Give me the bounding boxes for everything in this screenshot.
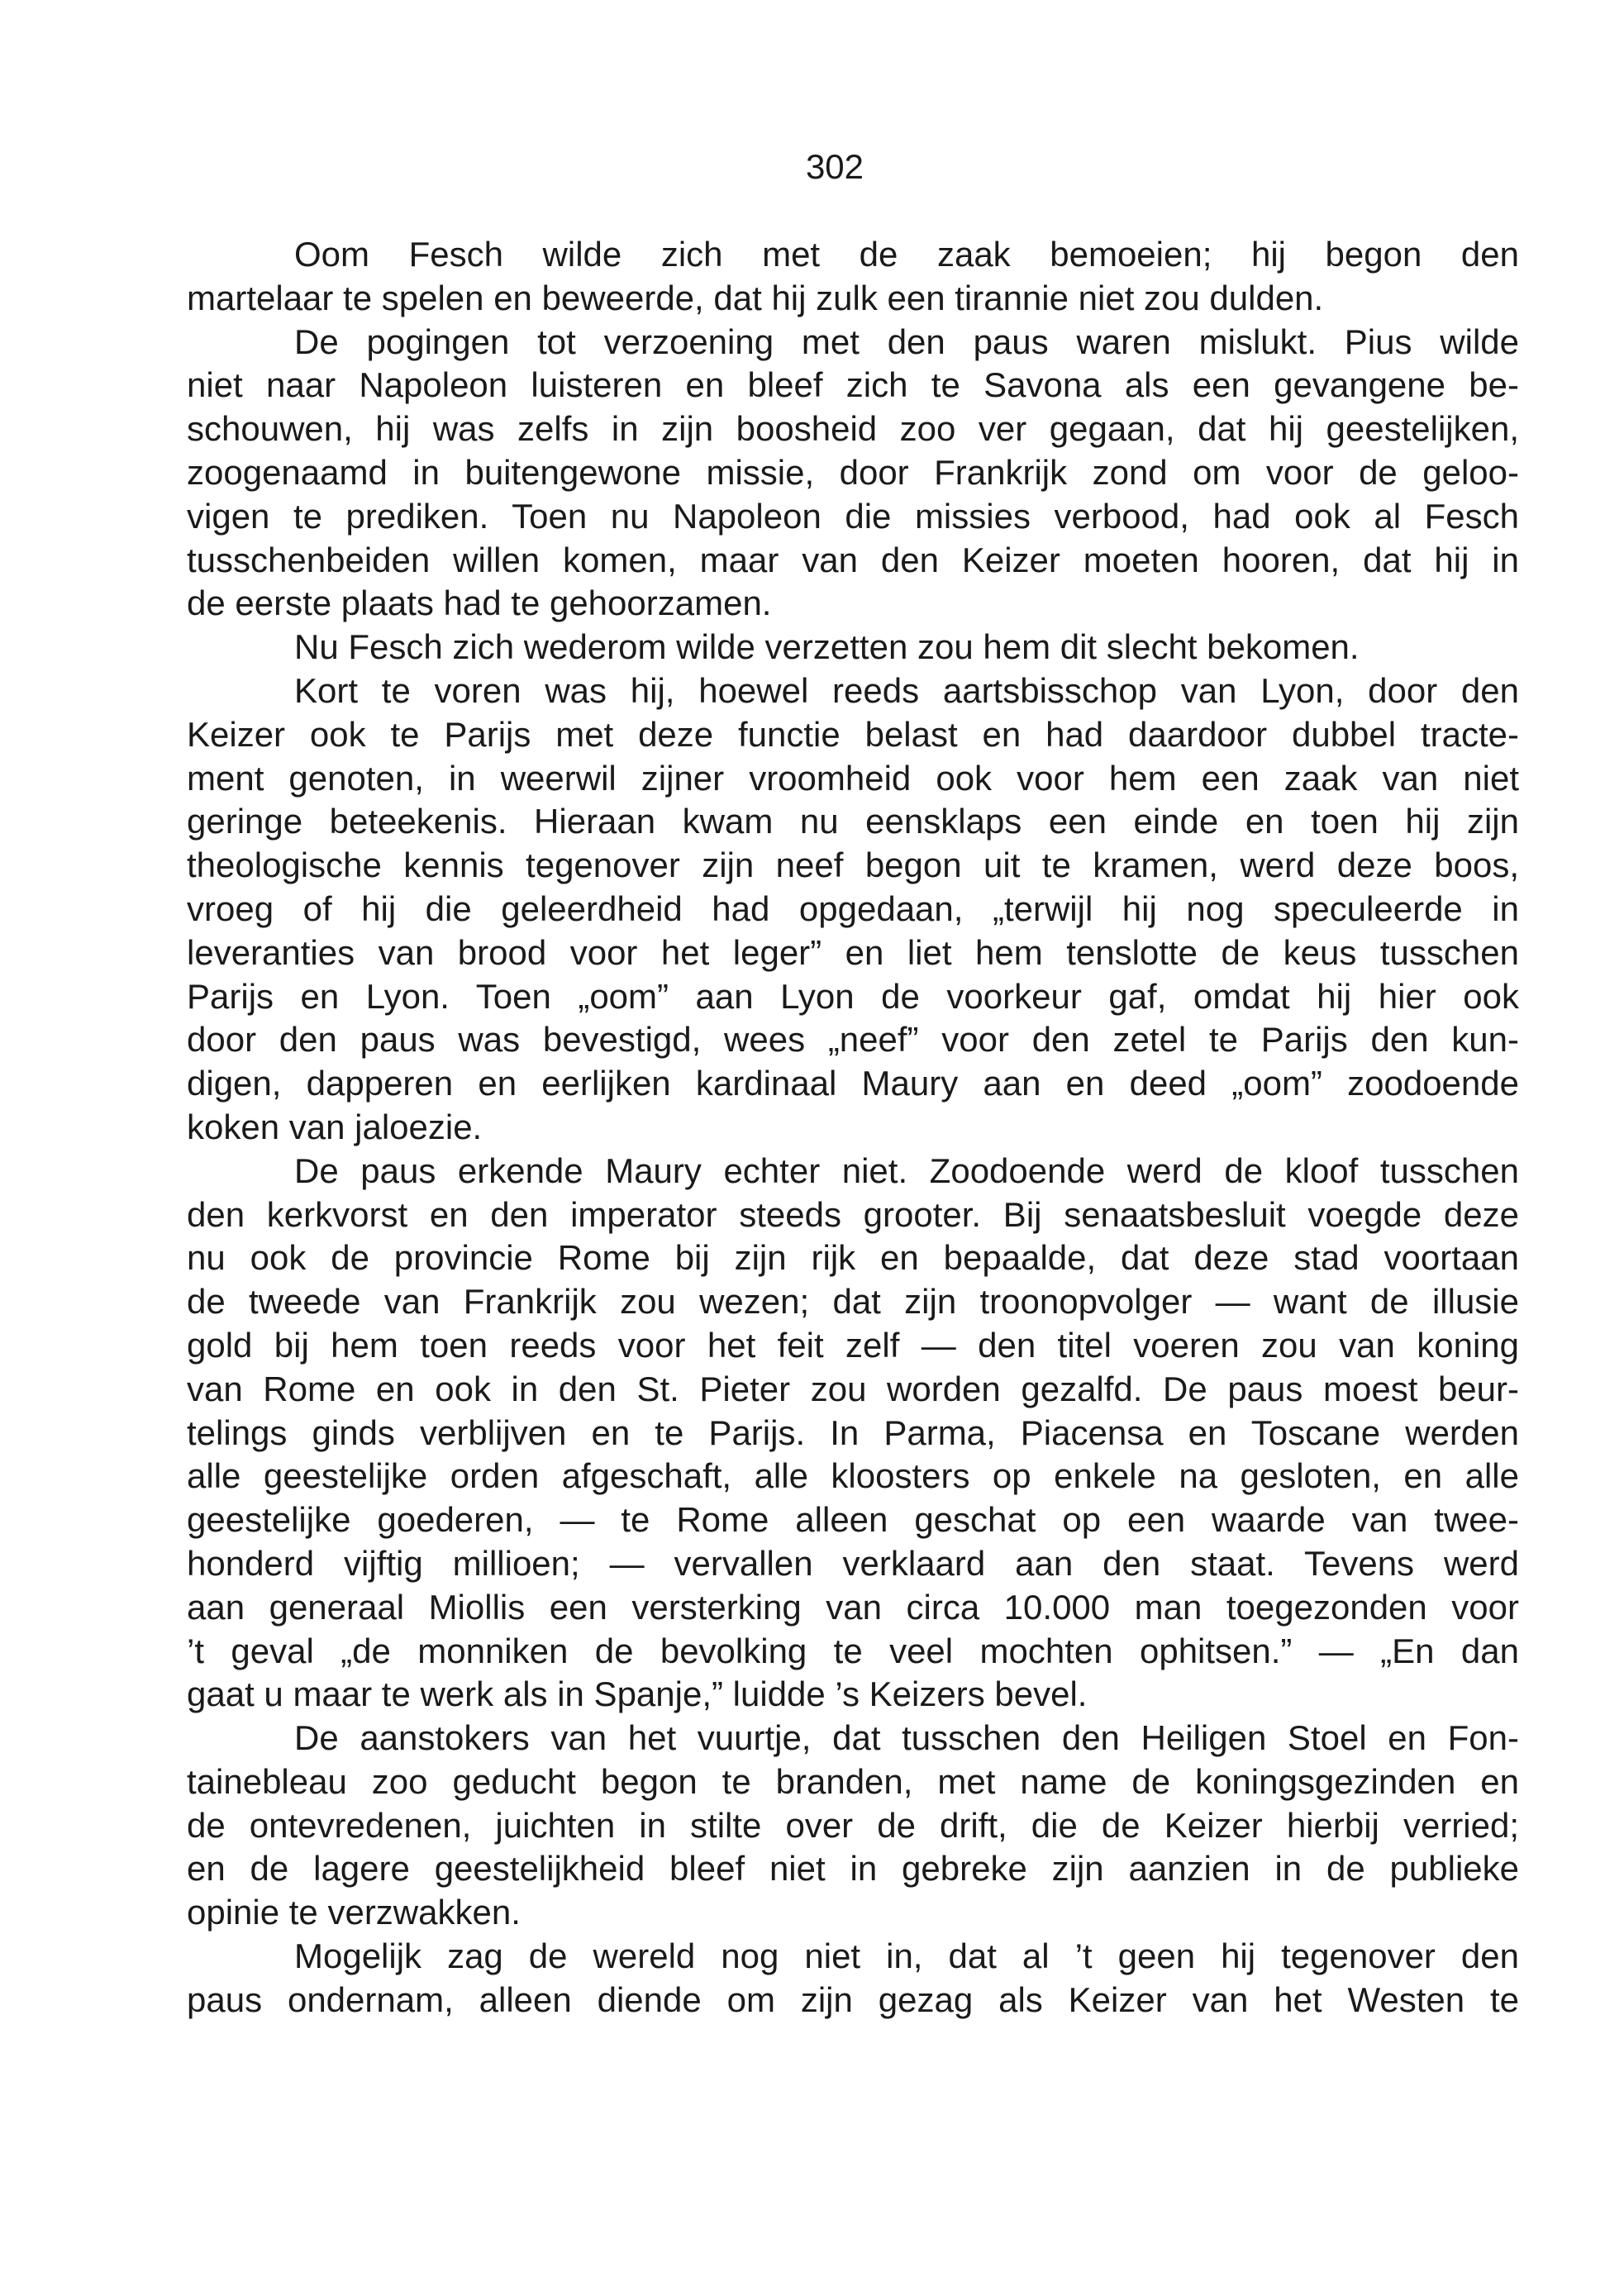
text-line: geringe beteekenis. Hieraan kwam nu eensklaps een einde en toen hij zijn [187, 802, 1519, 841]
text-line: gold bij hem toen reeds voor het feit zelf — den titel voeren zou van koning [187, 1325, 1519, 1365]
text-line: door den paus was bevestigd, wees „neef” voor den zetel te Parijs den kun- [187, 1020, 1519, 1060]
text-line: aan generaal Miollis een versterking van circa 10.000 man toegezonden voor [187, 1587, 1519, 1627]
page-number: 302 [805, 147, 864, 186]
text-line: de ontevredenen, juichten in stilte over de drift, die de Keizer hierbij verried; [187, 1805, 1519, 1845]
text-line: van Rome en ook in den St. Pieter zou worden gezalfd. De paus moest beur- [187, 1369, 1519, 1408]
text-line: en de lagere geestelijkheid bleef niet in gebreke zijn aanzien in de publieke [187, 1849, 1519, 1889]
text-line: Kort te voren was hij, hoewel reeds aartsbisschop van Lyon, door den [294, 670, 1519, 710]
text-line: opinie te verzwakken. [187, 1893, 521, 1932]
text-line: tainebleau zoo geducht begon te branden, met name de koningsgezinden en [187, 1761, 1519, 1801]
text-line: Nu Fesch zich wederom wilde verzetten zou hem dit slecht bekomen. [294, 627, 1360, 667]
text-line: de eerste plaats had te gehoorzamen. [187, 584, 772, 623]
text-line: digen, dapperen en eerlijken kardinaal Maury aan en deed „oom” zoodoende [187, 1064, 1519, 1103]
text-line: tusschenbeiden willen komen, maar van den Keizer moeten hooren, dat hij in [187, 540, 1519, 579]
text-line: schouwen, hij was zelfs in zijn boosheid zoo ver gegaan, dat hij geestelijken, [187, 409, 1519, 449]
text-line: Keizer ook te Parijs met deze functie belast en had daardoor dubbel tracte- [187, 714, 1519, 754]
text-line: martelaar te spelen en beweerde, dat hij zulk een tirannie niet zou dulden. [187, 278, 1324, 317]
text-line: honderd vijftig millioen; — vervallen verklaard aan den staat. Tevens werd [187, 1543, 1519, 1583]
text-line: ’t geval „de monniken de bevolking te veel mochten ophitsen.” — „En dan [187, 1631, 1519, 1670]
text-line: geestelijke goederen, — te Rome alleen geschat op een waarde van twee- [187, 1500, 1519, 1540]
text-line: niet naar Napoleon luisteren en bleef zich te Savona als een gevangene be- [187, 365, 1519, 405]
text-line: den kerkvorst en den imperator steeds grooter. Bij senaatsbesluit voegde deze [187, 1194, 1519, 1234]
text-line: Oom Fesch wilde zich met de zaak bemoeien; hij begon den [294, 235, 1519, 274]
text-line: vroeg of hij die geleerdheid had opgedaan, „terwijl hij nog speculeerde in [187, 888, 1519, 928]
text-line: ment genoten, in weerwil zijner vroomheid ook voor hem een zaak van niet [187, 758, 1519, 798]
text-line: De aanstokers van het vuurtje, dat tusschen den Heiligen Stoel en Fon- [294, 1718, 1519, 1758]
text-line: zoogenaamd in buitengewone missie, door Frankrijk zond om voor de geloo- [187, 452, 1519, 492]
text-line: theologische kennis tegenover zijn neef begon uit te kramen, werd deze boos, [187, 846, 1519, 885]
text-line: koken van jaloezie. [187, 1107, 483, 1146]
text-line: De pogingen tot verzoening met den paus waren mislukt. Pius wilde [294, 322, 1519, 361]
text-line: alle geestelijke orden afgeschaft, alle kloosters op enkele na gesloten, en alle [187, 1456, 1519, 1496]
text-line: vigen te prediken. Toen nu Napoleon die missies verbood, had ook al Fesch [187, 496, 1519, 536]
text-line: de tweede van Frankrijk zou wezen; dat zijn troonopvolger — want de illusie [187, 1282, 1519, 1322]
text-line: De paus erkende Maury echter niet. Zoodoende werd de kloof tusschen [294, 1150, 1519, 1190]
text-line: leveranties van brood voor het leger” en liet hem tenslotte de keus tusschen [187, 932, 1519, 972]
text-line: telings ginds verblijven en te Parijs. In Parma, Piacensa en Toscane werden [187, 1412, 1519, 1452]
text-line: Parijs en Lyon. Toen „oom” aan Lyon de voorkeur gaf, omdat hij hier ook [187, 976, 1519, 1016]
body-text [187, 233, 1519, 2022]
text-line: nu ook de provincie Rome bij zijn rijk en bepaalde, dat deze stad voortaan [187, 1238, 1519, 1278]
text-line: Mogelijk zag de wereld nog niet in, dat al ’t geen hij tegenover den [294, 1936, 1519, 1976]
text-line: gaat u maar te werk als in Spanje,” luidde ’s Keizers bevel. [187, 1674, 1088, 1714]
text-line: paus ondernam, alleen diende om zijn gezag als Keizer van het Westen te [187, 1979, 1519, 2019]
